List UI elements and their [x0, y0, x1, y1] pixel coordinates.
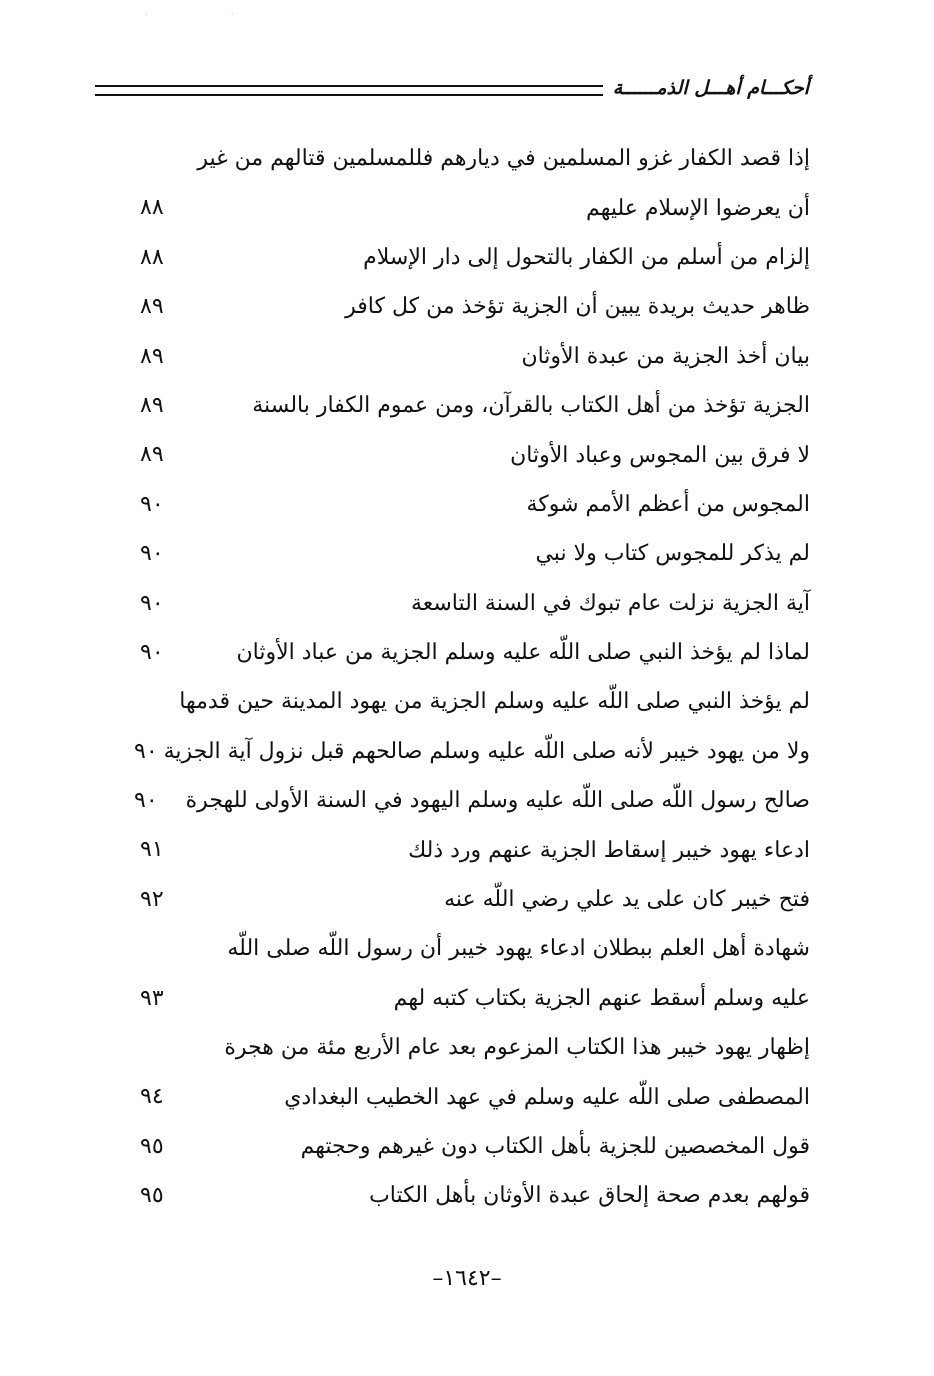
toc-entry	[130, 1023, 810, 1072]
toc-entry	[130, 233, 810, 282]
toc-entry-title: بيان أخذ الجزية من عبدة الأوثان	[521, 343, 810, 369]
toc-entry	[130, 480, 810, 529]
toc-entry-title: عليه وسلم أسقط عنهم الجزية بكتاب كتبه لهم	[393, 985, 810, 1011]
toc-entry-page: ٩٠	[140, 639, 164, 665]
toc-entry-title: شهادة أهل العلم ببطلان ادعاء يهود خيبر أن رسول اللّه صلى اللّه	[227, 936, 810, 962]
toc-entry-page: ٨٩	[140, 294, 164, 320]
toc-entry-page: ٩٠	[140, 590, 164, 616]
toc-entry-page: ٨٩	[140, 392, 164, 418]
toc-entry-page: ٩٠	[134, 788, 158, 814]
toc-entry-page: ٩٥	[140, 1133, 164, 1159]
toc-entry-title: إلزام من أسلم من الكفار بالتحول إلى دار الإسلام	[363, 244, 810, 270]
toc-entry-title: إذا قصد الكفار غزو المسلمين في ديارهم فللمسلمين قتالهم من غير	[197, 146, 810, 172]
toc-entry-title: إظهار يهود خيبر هذا الكتاب المزعوم بعد عام الأربع مئة من هجرة	[224, 1035, 810, 1061]
toc-entry-title: لم يؤخذ النبي صلى اللّه عليه وسلم الجزية من يهود المدينة حين قدمها	[179, 689, 810, 715]
toc-entry-page: ٩٤	[140, 1084, 164, 1110]
running-header	[95, 74, 809, 102]
toc-entry-page: ٩٣	[140, 985, 164, 1011]
toc-entry-title: قولهم بعدم صحة إلحاق عبدة الأوثان بأهل الكتاب	[369, 1183, 810, 1209]
toc-entry-title: الجزية تؤخذ من أهل الكتاب بالقرآن، ومن عموم الكفار بالسنة	[252, 393, 810, 419]
toc-entry-title: لم يذكر للمجوس كتاب ولا نبي	[535, 541, 810, 567]
scan-mark: · ·	[145, 10, 274, 20]
toc-entry-page: ٩١	[140, 837, 164, 863]
toc-entry-page: ٨٨	[140, 244, 164, 270]
toc-entry-title: لا فرق بين المجوس وعباد الأوثان	[510, 442, 810, 468]
toc-entry-page: ٩٠	[134, 738, 158, 764]
toc-entry-page: ٩٠	[140, 541, 164, 567]
toc-entry	[130, 1171, 810, 1220]
toc-entry	[130, 776, 810, 825]
toc-entry	[130, 381, 810, 430]
toc-entry-page: ٨٨	[140, 195, 164, 221]
toc-entry-title: ظاهر حديث بريدة يبين أن الجزية تؤخذ من كل كافر	[345, 294, 810, 320]
header-double-rule	[95, 85, 603, 96]
table-of-contents	[130, 134, 810, 1221]
toc-entry-title: فتح خيبر كان على يد علي رضي اللّه عنه	[444, 887, 810, 913]
toc-entry-title: أن يعرضوا الإسلام عليهم	[586, 195, 810, 221]
toc-entry	[130, 579, 810, 628]
toc-entry	[130, 875, 810, 924]
toc-entry-page: ٩٥	[140, 1183, 164, 1209]
toc-entry	[130, 825, 810, 874]
toc-entry	[130, 924, 810, 973]
toc-entry-title: قول المخصصين للجزية بأهل الكتاب دون غيرهم وحجتهم	[300, 1134, 810, 1159]
toc-entry-title: ادعاء يهود خيبر إسقاط الجزية عنهم ورد ذلك	[408, 837, 810, 863]
toc-entry-title: آية الجزية نزلت عام تبوك في السنة التاسعة	[410, 590, 810, 616]
toc-entry	[130, 1072, 810, 1121]
toc-entry-page: ٨٩	[140, 442, 164, 468]
toc-entry	[130, 183, 810, 232]
toc-entry-title: لماذا لم يؤخذ النبي صلى اللّه عليه وسلم الجزية من عباد الأوثان	[236, 640, 810, 666]
toc-entry-page: ٩٠	[140, 491, 164, 517]
toc-entry-page: ٩٢	[140, 886, 164, 912]
toc-entry	[130, 134, 810, 183]
toc-entry-title: المجوس من أعظم الأمم شوكة	[526, 491, 810, 517]
toc-entry	[130, 332, 810, 381]
toc-entry	[130, 529, 810, 578]
toc-entry	[130, 727, 810, 776]
toc-entry-title: ولا من يهود خيبر لأنه صلى اللّه عليه وسلم صالحهم قبل نزول آية الجزية	[163, 738, 810, 764]
toc-entry	[130, 282, 810, 331]
toc-entry-title: المصطفى صلى اللّه عليه وسلم في عهد الخطيب البغدادي	[284, 1084, 810, 1110]
toc-entry	[130, 974, 810, 1023]
toc-entry-title: صالح رسول اللّه صلى اللّه عليه وسلم اليهود في السنة الأولى للهجرة	[185, 788, 810, 814]
page-number: –١٦٤٢–	[432, 1266, 502, 1291]
toc-entry	[130, 628, 810, 677]
toc-entry-page: ٨٩	[140, 343, 164, 369]
toc-entry	[130, 677, 810, 726]
book-title: أحكـــام أهـــل الذمــــــة	[612, 77, 809, 99]
toc-entry	[130, 1122, 810, 1171]
toc-entry	[130, 430, 810, 479]
